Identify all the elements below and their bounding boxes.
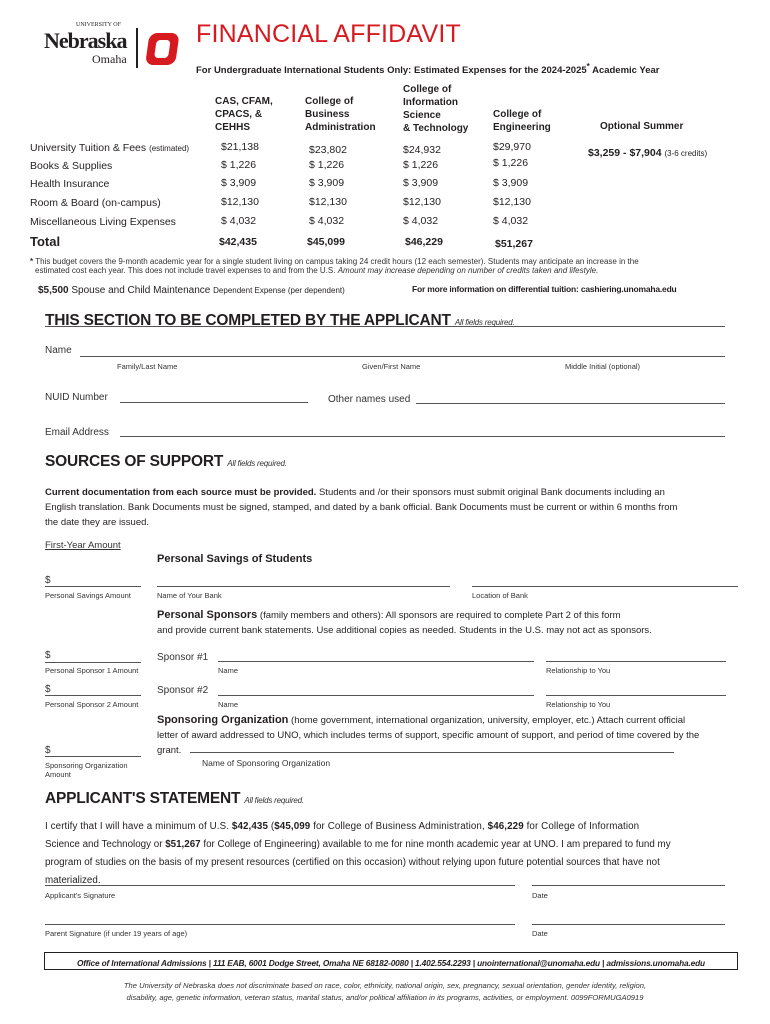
first-year-amount-heading: First-Year Amount: [45, 540, 121, 551]
cell-value: $23,802: [309, 144, 347, 156]
office-contact-box: [44, 952, 738, 970]
cell-value: $21,138: [221, 141, 259, 153]
sponsor1-label: Sponsor #1: [157, 652, 209, 663]
sponsor1-name-caption: Name: [218, 666, 239, 675]
col-header-engineering: College of Engineering: [493, 109, 551, 133]
nuid-label: NUID Number: [45, 392, 108, 403]
total-value: $42,435: [219, 236, 257, 248]
email-input[interactable]: [120, 436, 725, 437]
cell-value: $ 4,032: [309, 215, 345, 227]
sponsor2-name-input[interactable]: [218, 695, 534, 696]
cell-value: $ 1,226: [493, 157, 529, 169]
applicant-section-title: THIS SECTION TO BE COMPLETED BY THE APPLICANT All fields required.: [45, 312, 515, 329]
sponsor1-amount-input[interactable]: [45, 662, 141, 663]
cell-value: $ 1,226: [221, 159, 257, 171]
organization-name-input[interactable]: [190, 752, 674, 753]
middle-initial-caption: Middle Initial (optional): [565, 362, 641, 371]
cell-value: $ 4,032: [221, 215, 257, 227]
cell-value: $12,130: [309, 196, 347, 208]
row-label-misc: Miscellaneous Living Expenses: [30, 216, 176, 228]
logo-omaha: Omaha: [92, 52, 127, 66]
family-name-caption: Family/Last Name: [117, 362, 178, 371]
cell-value: $29,970: [493, 141, 531, 153]
office-contact: Office of International Admissions | 111 EAB, 6001 Dodge Street, Omaha NE 68182-0080 | 1.402.554.2293 | unointernational@unomaha.edu | admissions.unomaha.edu: [77, 958, 705, 968]
savings-title: Personal Savings of Students: [157, 553, 313, 565]
sponsor2-label: Sponsor #2: [157, 685, 209, 696]
nuid-input[interactable]: [120, 402, 308, 403]
parent-date-caption: Date: [532, 929, 548, 938]
given-name-caption: Given/First Name: [362, 362, 421, 371]
parent-signature-input[interactable]: [45, 924, 515, 925]
organization-amount-caption: Sponsoring Organization Amount: [45, 761, 128, 779]
support-section-title: SOURCES OF SUPPORT All fields required.: [45, 453, 287, 470]
bank-location-input[interactable]: [472, 586, 738, 587]
col-header-business: College of Business Administration: [305, 96, 376, 133]
organization-name-caption: Name of Sponsoring Organization: [202, 758, 331, 768]
name-label: Name: [45, 345, 72, 356]
cell-value: $12,130: [403, 196, 441, 208]
cell-value: $ 1,226: [309, 159, 345, 171]
total-value: $51,267: [495, 238, 533, 250]
applicant-signature-input[interactable]: [45, 885, 515, 886]
cell-value: $ 3,909: [309, 177, 345, 189]
sponsor1-amount-caption: Personal Sponsor 1 Amount: [45, 666, 139, 675]
cell-value: $12,130: [493, 196, 531, 208]
row-label-total: Total: [30, 234, 61, 249]
organization-intro: Sponsoring Organization (home government, international organization, university, employer, etc.) Attach current official letter of award addressed to UNO, which includes terms of support, specific amount of support, and period of time covered by the grant.: [157, 714, 700, 756]
certification-statement: I certify that I will have a minimum of U.S. $42,435 ($45,099 for College of Business Administration, $46,229 for College of Information Science and Technology or $51,267 for College of Engineering) available to me for nine month academic year at UNO. I am prepared to fund my program of studies on the basis of my present resources (certified on this occasion) without relying upon future potential sources that have not materialized.: [45, 821, 671, 886]
cell-value: $ 3,909: [493, 177, 529, 189]
email-label: Email Address: [45, 427, 109, 438]
col-header-ist: College of Information Science & Technology: [403, 84, 469, 134]
cell-value: $24,932: [403, 144, 441, 156]
applicant-date-caption: Date: [532, 891, 548, 900]
row-label-books: Books & Supplies: [30, 160, 113, 172]
organization-dollar: $: [45, 745, 51, 756]
summer-value: $3,259 - $7,904 (3-6 credits): [588, 147, 708, 159]
bank-name-input[interactable]: [157, 586, 450, 587]
applicant-date-input[interactable]: [532, 885, 725, 886]
col-header-cas: CAS, CFAM, CPACS, & CEHHS: [215, 96, 273, 133]
other-names-label: Other names used: [328, 394, 411, 405]
differential-tuition-link[interactable]: For more information on differential tuition: cashiering.unomaha.edu: [412, 284, 677, 294]
savings-amount-caption: Personal Savings Amount: [45, 591, 131, 600]
spouse-maintenance: $5,500 Spouse and Child Maintenance Dependent Expense (per dependent): [38, 285, 345, 296]
logo-divider: [136, 28, 138, 68]
support-intro: Current documentation from each source must be provided. Students and /or their sponsors must submit original Bank documents including an English translation. Bank Documents must be signed, stamped, and dated by a bank official. Bank Documents must be current or within 6 months from the date they are issued.: [45, 487, 678, 528]
sponsor2-relationship-caption: Relationship to You: [546, 700, 611, 709]
applicant-signature-caption: Applicant's Signature: [45, 891, 116, 900]
cell-value: $12,130: [221, 196, 259, 208]
cell-value: $ 3,909: [403, 177, 439, 189]
total-value: $46,229: [405, 236, 443, 248]
total-value: $45,099: [307, 236, 345, 248]
section-rule: [45, 326, 725, 327]
cell-value: $ 4,032: [493, 215, 529, 227]
sponsor1-dollar: $: [45, 650, 51, 661]
page-subtitle: For Undergraduate International Students Only: Estimated Expenses for the 2024-2025* Academic Year: [196, 62, 660, 77]
budget-footnote: * This budget covers the 9-month academic year for a single student living on campus taking 24 credit hours (12 each semester). Students may anticipate an increase in the estimated cost each year. This does not include travel expenses to and from the U.S. Amount may increase depending on number of credits taken and lifestyle.: [30, 257, 639, 275]
bank-location-caption: Location of Bank: [472, 591, 528, 600]
page-title: FINANCIAL AFFIDAVIT: [196, 20, 461, 48]
cell-value: $ 4,032: [403, 215, 439, 227]
cell-value: $ 1,226: [403, 159, 439, 171]
organization-amount-input[interactable]: [45, 756, 141, 757]
parent-signature-caption: Parent Signature (if under 19 years of age): [45, 929, 188, 938]
parent-date-input[interactable]: [532, 924, 725, 925]
logo-nebraska: Nebraska: [44, 28, 127, 53]
statement-section-title: APPLICANT'S STATEMENT All fields required.: [45, 790, 304, 807]
other-names-input[interactable]: [416, 403, 725, 404]
sponsor1-relationship-input[interactable]: [546, 661, 726, 662]
sponsor2-amount-caption: Personal Sponsor 2 Amount: [45, 700, 139, 709]
sponsor1-name-input[interactable]: [218, 661, 534, 662]
row-label-tuition: University Tuition & Fees (estimated): [30, 142, 190, 154]
logo: [44, 22, 184, 78]
col-header-summer: Optional Summer: [600, 121, 684, 132]
sponsor2-name-caption: Name: [218, 700, 239, 709]
savings-dollar: $: [45, 575, 51, 586]
row-label-room: Room & Board (on-campus): [30, 197, 161, 209]
sponsor2-dollar: $: [45, 684, 51, 695]
row-label-health: Health Insurance: [30, 178, 110, 190]
sponsor2-amount-input[interactable]: [45, 695, 141, 696]
uno-o-icon: [146, 30, 184, 68]
cell-value: $ 3,909: [221, 177, 257, 189]
logo-university: UNIVERSITY OF: [76, 22, 121, 28]
sponsor1-relationship-caption: Relationship to You: [546, 666, 611, 675]
sponsors-intro: Personal Sponsors (family members and others): All sponsors are required to complete Part 2 of this form and provide current bank statements. Use additional copies as needed. Students in the U.S. may not act as sponsors.: [157, 609, 652, 636]
savings-amount-input[interactable]: [45, 586, 141, 587]
nondiscrimination-notice: The University of Nebraska does not discriminate based on race, color, ethnicity, national origin, sex, pregnancy, sexual orientation, gender identity, religion, disability, age, genetic information, veteran status, marital status, and/or political affiliation in its programs, activities, or employment. 0099FORMUGA0919: [123, 981, 647, 1002]
bank-name-caption: Name of Your Bank: [157, 591, 222, 600]
sponsor2-relationship-input[interactable]: [546, 695, 726, 696]
name-input[interactable]: [80, 356, 725, 357]
